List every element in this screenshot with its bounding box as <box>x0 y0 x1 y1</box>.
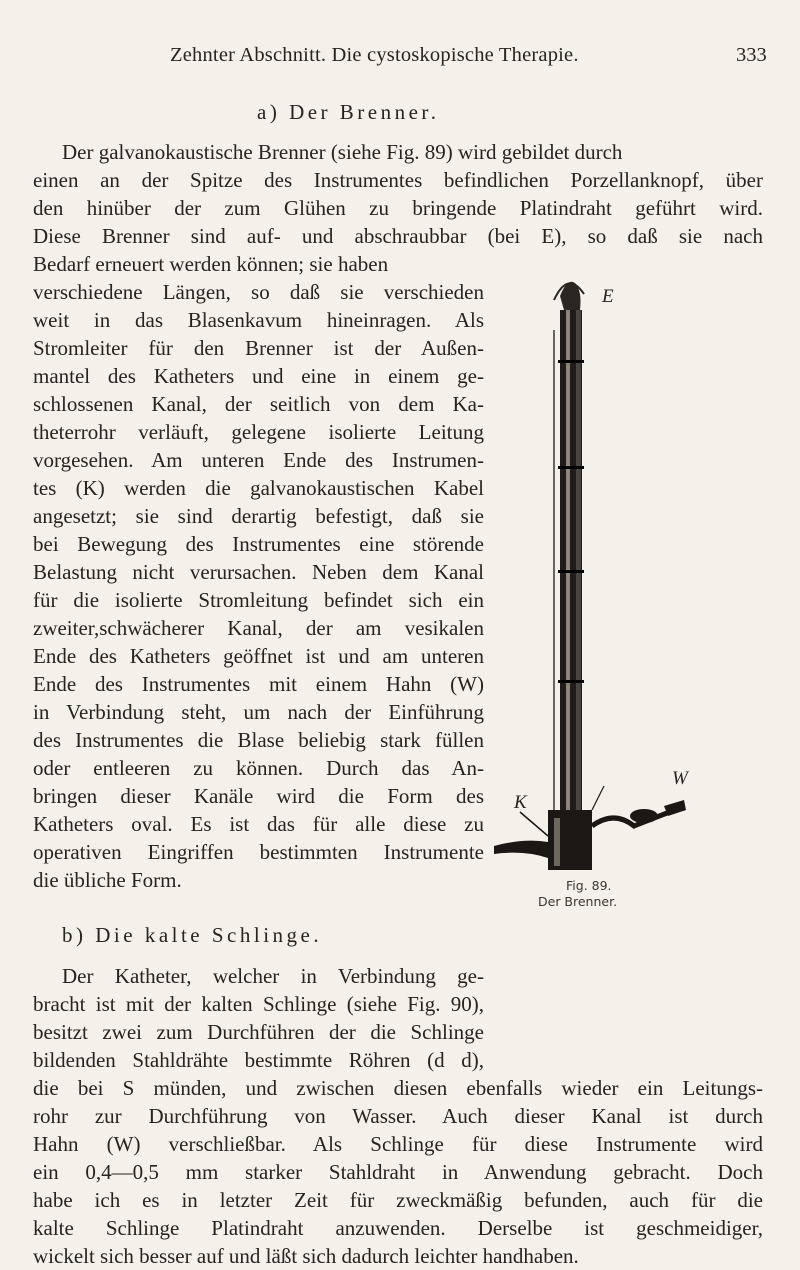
text-line: Der Katheter, welcher in Verbindung ge- <box>62 964 484 988</box>
figure-caption-title: Der Brenner. <box>538 894 618 909</box>
text-line: einen an der Spitze des Instrumentes befindlichen Porzellanknopf, über <box>33 168 763 192</box>
label-e: E <box>602 286 614 307</box>
cable-connector <box>494 841 548 858</box>
text-line: schlossenen Kanal, der seitlich von dem Ka- <box>33 392 484 416</box>
text-line: Ende des Instrumentes mit einem Hahn (W) <box>33 672 484 696</box>
figure-89-brenner <box>484 270 700 910</box>
text-line: habe ich es in letzter Zeit für zweckmäßig befunden, auch für die <box>33 1188 763 1212</box>
page-number: 333 <box>736 44 767 66</box>
text-line: angesetzt; sie sind derartig befestigt, daß sie <box>33 504 484 528</box>
text-line: die bei S münden, und zwischen diesen ebenfalls wieder ein Leitungs- <box>33 1076 763 1100</box>
text-line: besitzt zwei zum Durchführen der die Schlinge <box>33 1020 484 1044</box>
text-line: tes (K) werden die galvanokaustischen Kabel <box>33 476 484 500</box>
label-k: K <box>514 792 527 813</box>
text-line: bracht ist mit der kalten Schlinge (siehe Fig. 90), <box>33 992 484 1016</box>
text-line: Bedarf erneuert werden können; sie haben <box>33 252 389 276</box>
running-header <box>0 44 800 74</box>
text-line: Katheters oval. Es ist das für alle diese zu <box>33 812 484 836</box>
text-line: für die isolierte Stromleitung befindet sich ein <box>33 588 484 612</box>
text-line: rohr zur Durchführung von Wasser. Auch dieser Kanal ist durch <box>33 1104 763 1128</box>
section-title-schlinge: b) Die kalte Schlinge. <box>62 923 323 947</box>
text-line: Ende des Katheters geöffnet ist und am unteren <box>33 644 484 668</box>
text-line: des Instrumentes die Blase beliebig stark füllen <box>33 728 484 752</box>
text-line: bringen dieser Kanäle wird die Form des <box>33 784 484 808</box>
label-w: W <box>672 768 688 789</box>
text-line: mantel des Katheters und eine in einem ge- <box>33 364 484 388</box>
text-line: bildenden Stahldrähte bestimmte Röhren (d d), <box>33 1048 484 1072</box>
text-line: Stromleiter für den Brenner ist der Außen- <box>33 336 484 360</box>
text-line: Hahn (W) verschließbar. Als Schlinge für diese Instrumente wird <box>33 1132 763 1156</box>
text-line: in Verbindung steht, um nach der Einführung <box>33 700 484 724</box>
section-title-brenner: a) Der Brenner. <box>257 100 440 124</box>
figure-caption-number: Fig. 89. <box>566 878 612 893</box>
text-line: zweiter,schwächerer Kanal, der am vesikalen <box>33 616 484 640</box>
text-line: wickelt sich besser auf und läßt sich dadurch leichter handhaben. <box>33 1244 579 1268</box>
text-line: Diese Brenner sind auf- und abschraubbar (bei E), so daß sie nach <box>33 224 763 248</box>
text-line: ein 0,4—0,5 mm starker Stahldraht in Anwendung gebracht. Doch <box>33 1160 763 1184</box>
text-line: Belastung nicht verursachen. Neben dem Kanal <box>33 560 484 584</box>
text-line: verschiedene Längen, so daß sie verschieden <box>33 280 484 304</box>
text-line: vorgesehen. Am unteren Ende des Instrumen- <box>33 448 484 472</box>
text-line: weit in das Blasenkavum hineinragen. Als <box>33 308 484 332</box>
text-line: Der galvanokaustische Brenner (siehe Fig. 89) wird gebildet durch <box>62 140 623 164</box>
chapter-heading: Zehnter Abschnitt. Die cystoskopische Therapie. <box>170 44 579 66</box>
text-line: bei Bewegung des Instrumentes eine störende <box>33 532 484 556</box>
text-line: operativen Eingriffen bestimmten Instrumente <box>33 840 484 864</box>
text-line: den hinüber der zum Glühen zu bringende Platindraht geführt wird. <box>33 196 763 220</box>
brenner-illustration <box>484 270 700 910</box>
text-line: die übliche Form. <box>33 868 182 892</box>
text-line: kalte Schlinge Platindraht anzuwenden. Derselbe ist geschmeidiger, <box>33 1216 763 1240</box>
text-line: oder entleeren zu können. Durch das An- <box>33 756 484 780</box>
text-line: theterrohr verläuft, gelegene isolierte Leitung <box>33 420 484 444</box>
